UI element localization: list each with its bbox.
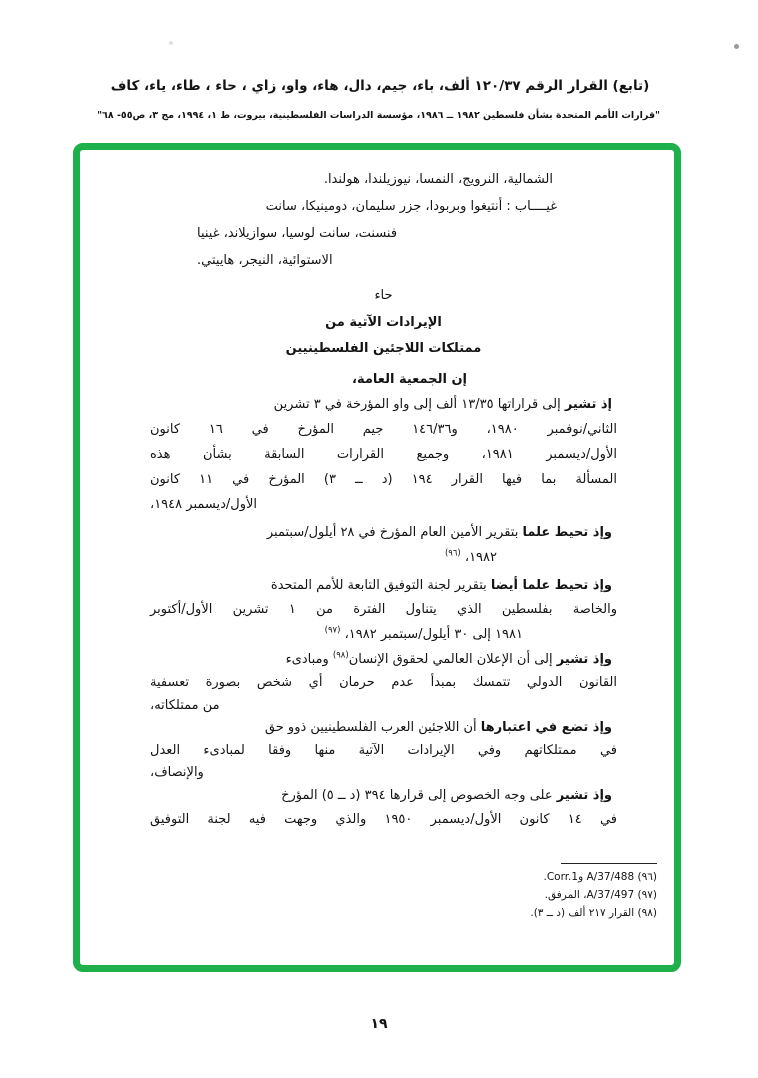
text-segment: إلى قراراتها ١٣/٣٥ ألف إلى واو المؤرخة في ٣ تشرين <box>273 397 565 412</box>
text-line <box>150 340 617 357</box>
text-segment: في ممتلكاتهم وفي الإيرادات الآتية منها وفقا لمبادىء العدل <box>150 743 617 758</box>
text-segment: الأول/ديسمبر ١٩٨١، وجميع القرارات السابقة بشأن هذه <box>150 447 617 462</box>
text-segment: الأول/ديسمبر ١٩٤٨، <box>150 497 258 512</box>
text-segment: المسألة بما فيها القرار ١٩٤ (د ــ ٣) المؤرخ في ١١ كانون <box>150 472 617 487</box>
text-line <box>150 524 617 541</box>
text-line <box>150 252 617 269</box>
text-segment: أن اللاجئين العرب الفلسطينيين ذوو حق <box>264 720 481 735</box>
header-citation-line: "قرارات الأمم المتحدة بشأن فلسطين ١٩٨٢ ــ ١٩٨٦، مؤسسة الدراسات الفلسطينية، بيروت، ط ١، ١٩٩٤، مج ٣، ص٥٥- ٦٨" <box>97 110 660 121</box>
text-segment: إذ تشير <box>564 397 612 412</box>
footnote-reference: (٩٨) <box>332 650 349 661</box>
text-line <box>150 396 617 413</box>
text-segment: ١٩٨٢، <box>460 550 497 565</box>
text-line <box>150 577 617 594</box>
text-segment: في ١٤ كانون الأول/ديسمبر ١٩٥٠ والذي وجهت فيه لجنة التوفيق <box>150 812 617 827</box>
text-line <box>150 601 617 618</box>
text-segment: غيــــاب : أنتيغوا وبربودا، جزر سليمان، دومينيكا، سانت <box>265 199 557 214</box>
text-segment: وإذ تشير <box>556 652 612 667</box>
text-line <box>150 198 617 215</box>
text-line <box>150 471 617 488</box>
text-segment: من ممتلكاته، <box>150 698 220 713</box>
header-resolution-title: (تابع) القرار الرقم ١٢٠/٣٧ ألف، باء، جيم، دال، هاء، واو، زاي ، حاء ، طاء، ياء، كاف <box>110 78 650 94</box>
text-line <box>150 225 617 242</box>
text-line <box>150 811 617 828</box>
scan-artifact-dot-right <box>734 44 739 49</box>
text-segment: الشمالية، النرويج، النمسا، نيوزيلندا، هولندا. <box>323 172 553 187</box>
text-line <box>150 314 617 331</box>
text-line <box>150 287 617 304</box>
footnote-separator-rule <box>561 863 657 864</box>
scan-artifact-dot-left <box>169 41 173 45</box>
text-segment: وإذ تشير <box>556 788 612 803</box>
text-segment: وإذ تحيط علما <box>522 525 612 540</box>
text-line <box>150 674 617 691</box>
footnote-reference: (٩٧) <box>324 625 341 636</box>
text-segment: بتقرير الأمين العام المؤرخ في ٢٨ أيلول/سبتمبر <box>266 525 523 540</box>
text-segment: فنسنت، سانت لوسيا، سوازيلاند، غينيا <box>197 226 398 241</box>
text-segment: والإنصاف، <box>150 765 204 780</box>
footnote-reference: (٩٦) <box>444 548 461 559</box>
footnote-line: (٩٨) القرار ٢١٧ ألف (د ــ ٣). <box>530 907 657 919</box>
text-segment: حاء <box>374 288 393 303</box>
text-line <box>150 697 617 714</box>
text-segment: ١٩٨١ إلى ٣٠ أيلول/سبتمبر ١٩٨٢، <box>340 627 523 642</box>
text-segment: إلى أن الإعلان العالمي لحقوق الإنسان <box>348 652 557 667</box>
text-line <box>150 742 617 759</box>
text-line <box>150 171 617 188</box>
text-line <box>150 626 617 643</box>
text-line <box>150 549 617 566</box>
text-segment: الإيرادات الآتية من <box>325 315 442 330</box>
text-segment: ومبادىء <box>285 652 333 667</box>
text-line <box>150 496 617 513</box>
text-line <box>150 446 617 463</box>
footnote-line: (٩٦) A/37/488 وCorr.1. <box>543 871 657 883</box>
text-segment: بتقرير لجنة التوفيق التابعة للأمم المتحدة <box>270 578 491 593</box>
footnote-line: (٩٧) A/37/497، المرفق. <box>544 889 657 901</box>
text-line <box>150 764 617 781</box>
text-line <box>150 371 617 388</box>
page-number: ١٩ <box>370 1016 388 1032</box>
text-segment: ممتلكات اللاجئين الفلسطينيين <box>285 341 482 356</box>
text-segment: إن الجمعية العامة، <box>352 372 467 387</box>
text-segment: القانون الدولي تتمسك بمبدأ عدم حرمان أي شخص بصورة تعسفية <box>150 675 617 690</box>
text-segment: وإذ تحيط علما أيضا <box>490 578 612 593</box>
text-line <box>150 651 617 668</box>
text-segment: الاستوائية، النيجر، هاييتي. <box>197 253 333 268</box>
text-segment: على وجه الخصوص إلى قرارها ٣٩٤ (د ــ ٥) المؤرخ <box>281 788 557 803</box>
text-line <box>150 421 617 438</box>
text-segment: وإذ تضع في اعتبارها <box>480 720 612 735</box>
text-line <box>150 787 617 804</box>
text-line <box>150 719 617 736</box>
text-segment: والخاصة بفلسطين الذي يتناول الفترة من ١ تشرين الأول/أكتوبر <box>150 602 617 617</box>
text-segment: الثاني/نوفمبر ١٩٨٠، و١٤٦/٣٦ جيم المؤرخ في ١٦ كانون <box>150 422 617 437</box>
